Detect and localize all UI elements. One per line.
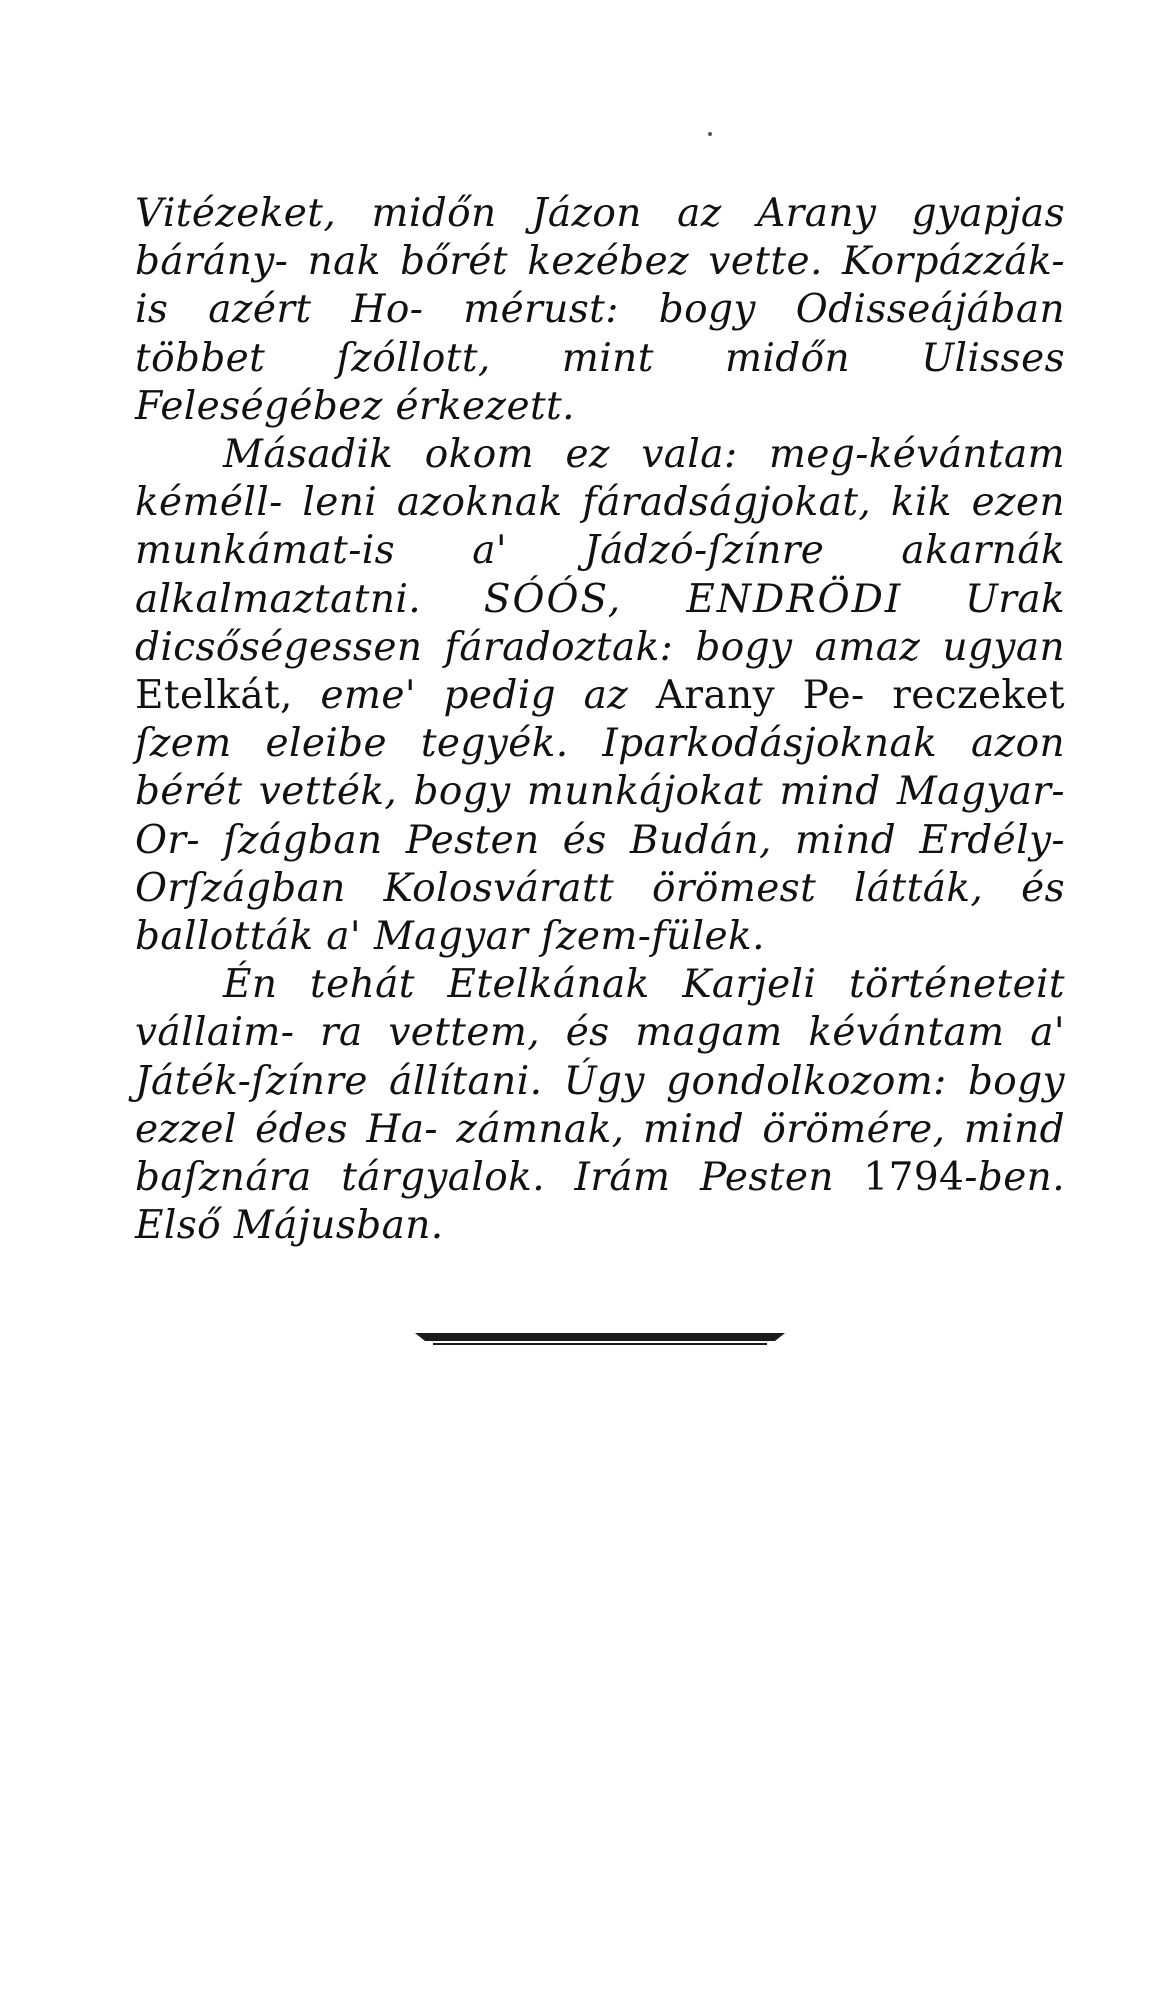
text-run: Másadik okom ez vala: meg-kévántam kéméll- leni azoknak fáradságjokat, kik ezen munkámat-is a' Jádzó-ſzínre akarnák alkalmaztatni.	[135, 432, 1065, 622]
text-run: Én tehát Etelkának Karjeli történeteit vállaim- ra vettem, és magam kévántam a' Játék-ſzínre állítani. Úgy gondolkozom: bogy ezzel édes Ha- zámnak, mind örömére, mind baſznára tárgyalok. Irám Pesten	[135, 962, 1065, 1201]
body-text	[135, 190, 1065, 1250]
text-run: 1794	[863, 1155, 965, 1201]
text-run: Urak dicsőségessen fáradoztak: bogy amaz ugyan	[135, 576, 1066, 670]
text-run: SÓÓS, ENDRÖDI	[483, 576, 903, 622]
paragraph-1	[135, 190, 1065, 431]
text-run: -ben. Első Májusban.	[135, 1155, 1065, 1249]
text-run: Arany Pe- reczeket	[655, 673, 1066, 719]
paragraph-2	[135, 431, 1065, 961]
text-run: ſzem eleibe tegyék. Iparkodásjoknak azon bérét vették, bogy munkájokat mind Magyar-Or- ſzágban Pesten és Budán, mind Erdély-Orſzágban Kolosváratt örömest látták, és ballották a' Magyar ſzem-fülek.	[135, 721, 1065, 960]
text-run: Etelkát,	[135, 673, 293, 719]
paragraph-3	[135, 961, 1065, 1250]
text-run: Vitézeket, midőn Jázon az Arany gyapjas bárány- nak bőrét kezébez vette. Korpázzák-is azért Ho- mérust: bogy Odisseájában többet ſzóllott, mint midőn Ulisses Feleségébez érkezett.	[135, 191, 1065, 429]
text-run: eme' pedig az	[292, 673, 656, 719]
horizontal-rule-ornament	[415, 1333, 785, 1347]
print-speck	[708, 132, 712, 136]
